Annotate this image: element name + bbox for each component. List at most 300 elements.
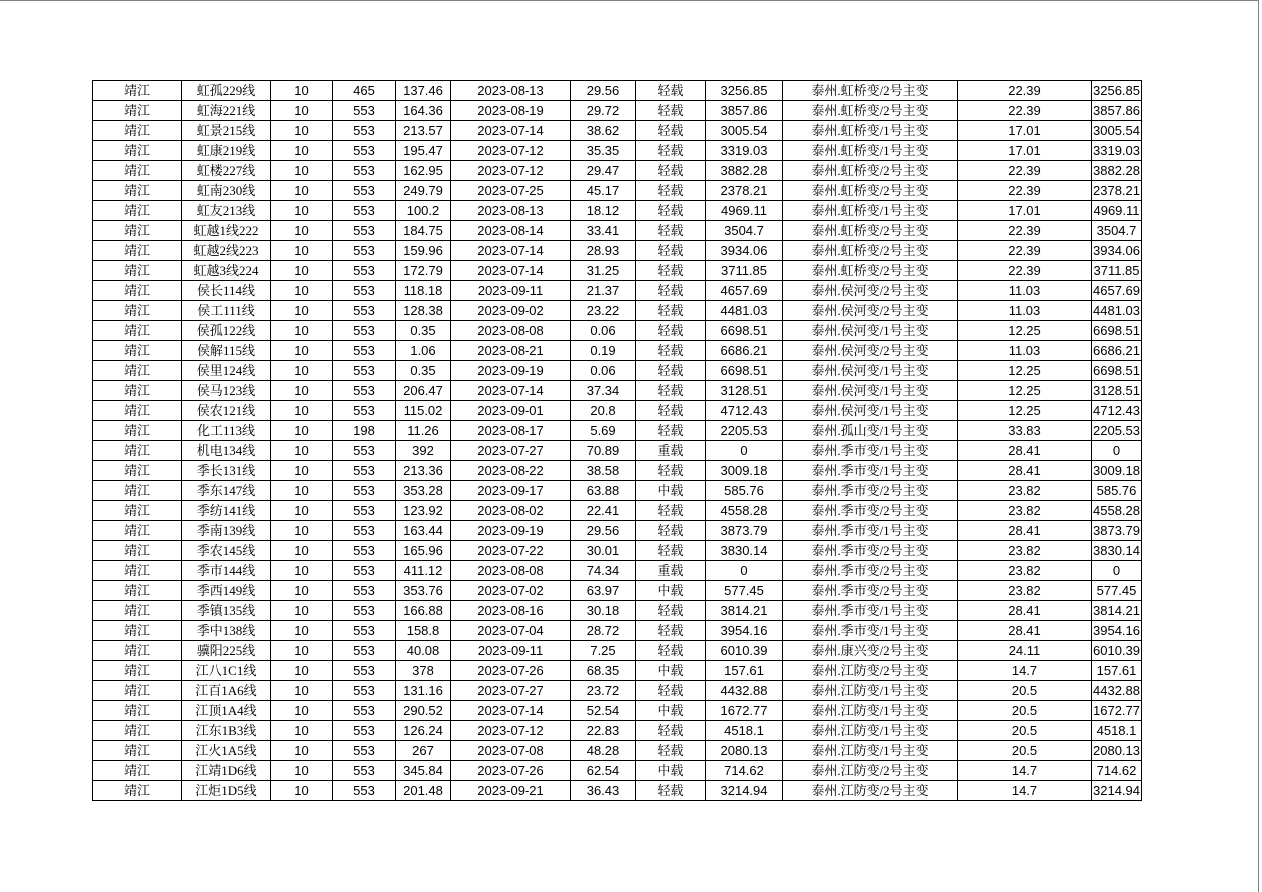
cell-voltage: 10	[271, 681, 333, 701]
cell-max-current: 353.28	[396, 481, 451, 501]
cell-rated-current: 553	[333, 621, 396, 641]
cell-transformer: 泰州.虹桥变/1号主变	[783, 141, 958, 161]
cell-date: 2023-08-14	[451, 221, 571, 241]
cell-available-capacity: 0	[706, 561, 783, 581]
cell-voltage: 10	[271, 781, 333, 801]
cell-load-rate: 68.35	[571, 661, 636, 681]
cell-date: 2023-07-14	[451, 261, 571, 281]
cell-transformer-load-rate: 23.82	[958, 481, 1092, 501]
cell-load-rate: 0.19	[571, 341, 636, 361]
cell-rated-current: 553	[333, 381, 396, 401]
cell-max-current: 165.96	[396, 541, 451, 561]
table-row	[93, 361, 1142, 381]
cell-load-rate: 45.17	[571, 181, 636, 201]
cell-load-rate: 22.41	[571, 501, 636, 521]
cell-rated-current: 553	[333, 401, 396, 421]
cell-date: 2023-09-02	[451, 301, 571, 321]
cell-max-current: 131.16	[396, 681, 451, 701]
cell-transformer-load-rate: 12.25	[958, 361, 1092, 381]
cell-load-status: 轻载	[636, 461, 706, 481]
cell-rated-current: 553	[333, 641, 396, 661]
cell-county: 靖江	[93, 261, 182, 281]
cell-transformer-capacity: 714.62	[1092, 761, 1142, 781]
cell-line-name: 季长131线	[182, 461, 271, 481]
cell-transformer: 泰州.江防变/1号主变	[783, 741, 958, 761]
cell-available-capacity: 4712.43	[706, 401, 783, 421]
cell-rated-current: 553	[333, 741, 396, 761]
cell-load-status: 轻载	[636, 141, 706, 161]
cell-max-current: 290.52	[396, 701, 451, 721]
cell-max-current: 0.35	[396, 321, 451, 341]
cell-transformer-capacity: 2205.53	[1092, 421, 1142, 441]
cell-load-status: 轻载	[636, 101, 706, 121]
cell-voltage: 10	[271, 301, 333, 321]
cell-max-current: 166.88	[396, 601, 451, 621]
cell-line-name: 江百1A6线	[182, 681, 271, 701]
cell-transformer-load-rate: 17.01	[958, 201, 1092, 221]
cell-max-current: 172.79	[396, 261, 451, 281]
table-row	[93, 761, 1142, 781]
cell-transformer-load-rate: 20.5	[958, 701, 1092, 721]
cell-transformer-capacity: 3319.03	[1092, 141, 1142, 161]
cell-transformer: 泰州.季市变/2号主变	[783, 501, 958, 521]
data-table	[92, 80, 1142, 801]
cell-rated-current: 553	[333, 701, 396, 721]
table-row	[93, 321, 1142, 341]
cell-transformer-capacity: 3934.06	[1092, 241, 1142, 261]
cell-transformer: 泰州.侯河变/1号主变	[783, 381, 958, 401]
table-row	[93, 401, 1142, 421]
cell-max-current: 128.38	[396, 301, 451, 321]
cell-voltage: 10	[271, 761, 333, 781]
cell-line-name: 江顶1A4线	[182, 701, 271, 721]
cell-transformer-capacity: 6686.21	[1092, 341, 1142, 361]
cell-load-status: 轻载	[636, 401, 706, 421]
cell-rated-current: 198	[333, 421, 396, 441]
cell-load-rate: 29.56	[571, 81, 636, 101]
cell-county: 靖江	[93, 161, 182, 181]
cell-voltage: 10	[271, 481, 333, 501]
cell-voltage: 10	[271, 521, 333, 541]
cell-transformer-load-rate: 11.03	[958, 341, 1092, 361]
cell-rated-current: 553	[333, 141, 396, 161]
cell-available-capacity: 3873.79	[706, 521, 783, 541]
cell-available-capacity: 1672.77	[706, 701, 783, 721]
cell-rated-current: 553	[333, 261, 396, 281]
cell-load-rate: 30.01	[571, 541, 636, 561]
cell-load-status: 轻载	[636, 161, 706, 181]
cell-load-status: 轻载	[636, 121, 706, 141]
cell-voltage: 10	[271, 181, 333, 201]
cell-max-current: 164.36	[396, 101, 451, 121]
cell-county: 靖江	[93, 661, 182, 681]
table-row	[93, 721, 1142, 741]
cell-load-rate: 28.72	[571, 621, 636, 641]
cell-load-status: 轻载	[636, 781, 706, 801]
cell-line-name: 侯长114线	[182, 281, 271, 301]
cell-date: 2023-09-21	[451, 781, 571, 801]
table-row	[93, 121, 1142, 141]
cell-transformer-load-rate: 22.39	[958, 221, 1092, 241]
cell-voltage: 10	[271, 81, 333, 101]
cell-transformer-load-rate: 22.39	[958, 261, 1092, 281]
cell-max-current: 213.57	[396, 121, 451, 141]
cell-transformer-capacity: 3128.51	[1092, 381, 1142, 401]
cell-load-rate: 23.22	[571, 301, 636, 321]
cell-date: 2023-07-14	[451, 701, 571, 721]
cell-county: 靖江	[93, 501, 182, 521]
cell-voltage: 10	[271, 441, 333, 461]
cell-available-capacity: 3814.21	[706, 601, 783, 621]
cell-available-capacity: 2378.21	[706, 181, 783, 201]
cell-county: 靖江	[93, 481, 182, 501]
cell-transformer-capacity: 4432.88	[1092, 681, 1142, 701]
table-row	[93, 101, 1142, 121]
cell-max-current: 162.95	[396, 161, 451, 181]
cell-transformer: 泰州.江防变/2号主变	[783, 761, 958, 781]
table-row	[93, 161, 1142, 181]
table-row	[93, 661, 1142, 681]
cell-county: 靖江	[93, 641, 182, 661]
cell-available-capacity: 6686.21	[706, 341, 783, 361]
cell-date: 2023-08-16	[451, 601, 571, 621]
cell-load-status: 轻载	[636, 621, 706, 641]
cell-transformer: 泰州.江防变/1号主变	[783, 721, 958, 741]
cell-available-capacity: 3504.7	[706, 221, 783, 241]
cell-county: 靖江	[93, 521, 182, 541]
cell-voltage: 10	[271, 341, 333, 361]
cell-transformer: 泰州.孤山变/1号主变	[783, 421, 958, 441]
cell-line-name: 江八1C1线	[182, 661, 271, 681]
cell-county: 靖江	[93, 141, 182, 161]
cell-line-name: 虹楼227线	[182, 161, 271, 181]
cell-rated-current: 553	[333, 681, 396, 701]
cell-max-current: 118.18	[396, 281, 451, 301]
cell-transformer-capacity: 4558.28	[1092, 501, 1142, 521]
cell-load-rate: 29.72	[571, 101, 636, 121]
cell-transformer: 泰州.江防变/2号主变	[783, 781, 958, 801]
cell-date: 2023-09-11	[451, 281, 571, 301]
cell-available-capacity: 2080.13	[706, 741, 783, 761]
cell-county: 靖江	[93, 121, 182, 141]
table-row	[93, 281, 1142, 301]
cell-transformer-capacity: 4481.03	[1092, 301, 1142, 321]
cell-available-capacity: 3005.54	[706, 121, 783, 141]
cell-voltage: 10	[271, 381, 333, 401]
table-row	[93, 601, 1142, 621]
cell-max-current: 158.8	[396, 621, 451, 641]
cell-load-rate: 7.25	[571, 641, 636, 661]
cell-load-rate: 37.34	[571, 381, 636, 401]
cell-rated-current: 553	[333, 661, 396, 681]
cell-transformer: 泰州.虹桥变/1号主变	[783, 121, 958, 141]
cell-transformer-capacity: 2080.13	[1092, 741, 1142, 761]
cell-line-name: 虹景215线	[182, 121, 271, 141]
cell-date: 2023-08-19	[451, 101, 571, 121]
cell-max-current: 1.06	[396, 341, 451, 361]
cell-voltage: 10	[271, 281, 333, 301]
cell-county: 靖江	[93, 781, 182, 801]
cell-load-rate: 48.28	[571, 741, 636, 761]
cell-line-name: 季农145线	[182, 541, 271, 561]
cell-line-name: 虹孤229线	[182, 81, 271, 101]
cell-line-name: 江东1B3线	[182, 721, 271, 741]
cell-transformer-capacity: 3214.94	[1092, 781, 1142, 801]
cell-transformer-load-rate: 12.25	[958, 321, 1092, 341]
cell-date: 2023-07-22	[451, 541, 571, 561]
cell-max-current: 11.26	[396, 421, 451, 441]
table-row	[93, 781, 1142, 801]
cell-transformer-capacity: 3882.28	[1092, 161, 1142, 181]
cell-date: 2023-09-19	[451, 361, 571, 381]
cell-date: 2023-08-17	[451, 421, 571, 441]
cell-transformer-capacity: 4657.69	[1092, 281, 1142, 301]
cell-available-capacity: 4969.11	[706, 201, 783, 221]
cell-transformer-load-rate: 11.03	[958, 281, 1092, 301]
cell-rated-current: 553	[333, 581, 396, 601]
cell-transformer: 泰州.虹桥变/2号主变	[783, 101, 958, 121]
cell-voltage: 10	[271, 321, 333, 341]
cell-load-rate: 5.69	[571, 421, 636, 441]
table-row	[93, 581, 1142, 601]
cell-transformer-capacity: 3711.85	[1092, 261, 1142, 281]
cell-transformer: 泰州.虹桥变/2号主变	[783, 181, 958, 201]
cell-county: 靖江	[93, 461, 182, 481]
table-row	[93, 681, 1142, 701]
cell-load-rate: 36.43	[571, 781, 636, 801]
cell-rated-current: 553	[333, 541, 396, 561]
cell-line-name: 江火1A5线	[182, 741, 271, 761]
cell-transformer: 泰州.虹桥变/2号主变	[783, 261, 958, 281]
table-row	[93, 461, 1142, 481]
cell-county: 靖江	[93, 741, 182, 761]
cell-available-capacity: 3256.85	[706, 81, 783, 101]
cell-county: 靖江	[93, 241, 182, 261]
cell-line-name: 机电134线	[182, 441, 271, 461]
cell-date: 2023-09-01	[451, 401, 571, 421]
cell-load-status: 轻载	[636, 81, 706, 101]
cell-county: 靖江	[93, 601, 182, 621]
cell-county: 靖江	[93, 581, 182, 601]
cell-county: 靖江	[93, 101, 182, 121]
cell-transformer-load-rate: 28.41	[958, 441, 1092, 461]
cell-county: 靖江	[93, 221, 182, 241]
cell-load-rate: 38.58	[571, 461, 636, 481]
cell-max-current: 137.46	[396, 81, 451, 101]
cell-transformer: 泰州.侯河变/2号主变	[783, 281, 958, 301]
cell-max-current: 0.35	[396, 361, 451, 381]
cell-transformer-capacity: 2378.21	[1092, 181, 1142, 201]
cell-transformer: 泰州.季市变/1号主变	[783, 601, 958, 621]
cell-load-status: 轻载	[636, 381, 706, 401]
cell-transformer: 泰州.侯河变/1号主变	[783, 321, 958, 341]
cell-load-rate: 33.41	[571, 221, 636, 241]
cell-line-name: 江靖1D6线	[182, 761, 271, 781]
cell-load-rate: 23.72	[571, 681, 636, 701]
cell-date: 2023-07-08	[451, 741, 571, 761]
cell-transformer-load-rate: 23.82	[958, 501, 1092, 521]
cell-line-name: 虹康219线	[182, 141, 271, 161]
cell-county: 靖江	[93, 361, 182, 381]
cell-available-capacity: 4481.03	[706, 301, 783, 321]
cell-rated-current: 553	[333, 461, 396, 481]
table-row	[93, 141, 1142, 161]
cell-load-status: 轻载	[636, 301, 706, 321]
table-row	[93, 481, 1142, 501]
cell-max-current: 123.92	[396, 501, 451, 521]
cell-date: 2023-08-08	[451, 561, 571, 581]
cell-line-name: 侯里124线	[182, 361, 271, 381]
cell-available-capacity: 4432.88	[706, 681, 783, 701]
cell-transformer-load-rate: 22.39	[958, 181, 1092, 201]
cell-date: 2023-07-02	[451, 581, 571, 601]
cell-date: 2023-07-04	[451, 621, 571, 641]
cell-rated-current: 553	[333, 601, 396, 621]
cell-rated-current: 553	[333, 781, 396, 801]
cell-rated-current: 553	[333, 721, 396, 741]
cell-voltage: 10	[271, 361, 333, 381]
cell-load-status: 轻载	[636, 321, 706, 341]
cell-transformer: 泰州.季市变/2号主变	[783, 541, 958, 561]
cell-transformer-capacity: 3873.79	[1092, 521, 1142, 541]
cell-rated-current: 553	[333, 761, 396, 781]
cell-county: 靖江	[93, 681, 182, 701]
cell-available-capacity: 3214.94	[706, 781, 783, 801]
cell-county: 靖江	[93, 301, 182, 321]
cell-max-current: 345.84	[396, 761, 451, 781]
cell-max-current: 411.12	[396, 561, 451, 581]
cell-transformer-load-rate: 20.5	[958, 681, 1092, 701]
cell-max-current: 213.36	[396, 461, 451, 481]
cell-load-status: 中载	[636, 661, 706, 681]
cell-load-status: 轻载	[636, 521, 706, 541]
cell-load-status: 轻载	[636, 721, 706, 741]
cell-load-rate: 28.93	[571, 241, 636, 261]
cell-date: 2023-07-27	[451, 681, 571, 701]
cell-max-current: 115.02	[396, 401, 451, 421]
cell-rated-current: 553	[333, 161, 396, 181]
table-row	[93, 421, 1142, 441]
cell-rated-current: 553	[333, 221, 396, 241]
cell-available-capacity: 6698.51	[706, 321, 783, 341]
cell-county: 靖江	[93, 561, 182, 581]
cell-line-name: 季西149线	[182, 581, 271, 601]
cell-county: 靖江	[93, 541, 182, 561]
cell-load-rate: 63.97	[571, 581, 636, 601]
cell-transformer-capacity: 157.61	[1092, 661, 1142, 681]
cell-max-current: 267	[396, 741, 451, 761]
cell-rated-current: 553	[333, 301, 396, 321]
table-row	[93, 521, 1142, 541]
cell-transformer: 泰州.虹桥变/2号主变	[783, 161, 958, 181]
cell-load-rate: 29.56	[571, 521, 636, 541]
cell-transformer-capacity: 6010.39	[1092, 641, 1142, 661]
cell-available-capacity: 3857.86	[706, 101, 783, 121]
cell-load-status: 轻载	[636, 501, 706, 521]
cell-max-current: 353.76	[396, 581, 451, 601]
cell-rated-current: 553	[333, 241, 396, 261]
cell-max-current: 100.2	[396, 201, 451, 221]
cell-rated-current: 553	[333, 281, 396, 301]
cell-transformer-capacity: 3954.16	[1092, 621, 1142, 641]
cell-line-name: 侯农121线	[182, 401, 271, 421]
table-row	[93, 501, 1142, 521]
cell-transformer-load-rate: 24.11	[958, 641, 1092, 661]
cell-transformer-load-rate: 12.25	[958, 401, 1092, 421]
cell-rated-current: 553	[333, 501, 396, 521]
cell-transformer-load-rate: 33.83	[958, 421, 1092, 441]
cell-available-capacity: 3319.03	[706, 141, 783, 161]
cell-county: 靖江	[93, 281, 182, 301]
cell-load-status: 轻载	[636, 421, 706, 441]
cell-load-status: 轻载	[636, 681, 706, 701]
cell-transformer-load-rate: 17.01	[958, 141, 1092, 161]
cell-voltage: 10	[271, 121, 333, 141]
cell-date: 2023-07-12	[451, 721, 571, 741]
cell-voltage: 10	[271, 721, 333, 741]
cell-rated-current: 553	[333, 481, 396, 501]
cell-transformer-load-rate: 28.41	[958, 601, 1092, 621]
cell-available-capacity: 2205.53	[706, 421, 783, 441]
cell-rated-current: 553	[333, 561, 396, 581]
cell-date: 2023-07-14	[451, 381, 571, 401]
cell-max-current: 195.47	[396, 141, 451, 161]
cell-date: 2023-09-19	[451, 521, 571, 541]
cell-county: 靖江	[93, 761, 182, 781]
cell-transformer: 泰州.虹桥变/2号主变	[783, 81, 958, 101]
cell-transformer-load-rate: 23.82	[958, 581, 1092, 601]
cell-available-capacity: 4657.69	[706, 281, 783, 301]
table-row	[93, 441, 1142, 461]
cell-transformer: 泰州.季市变/1号主变	[783, 441, 958, 461]
cell-load-status: 重载	[636, 441, 706, 461]
cell-transformer: 泰州.康兴变/2号主变	[783, 641, 958, 661]
cell-voltage: 10	[271, 241, 333, 261]
table-row	[93, 301, 1142, 321]
cell-date: 2023-07-14	[451, 241, 571, 261]
cell-voltage: 10	[271, 501, 333, 521]
cell-load-status: 轻载	[636, 601, 706, 621]
cell-rated-current: 553	[333, 201, 396, 221]
cell-date: 2023-09-11	[451, 641, 571, 661]
cell-rated-current: 465	[333, 81, 396, 101]
cell-voltage: 10	[271, 421, 333, 441]
cell-max-current: 392	[396, 441, 451, 461]
cell-date: 2023-07-14	[451, 121, 571, 141]
table-row	[93, 541, 1142, 561]
table-row	[93, 181, 1142, 201]
cell-rated-current: 553	[333, 341, 396, 361]
cell-load-status: 中载	[636, 761, 706, 781]
cell-max-current: 159.96	[396, 241, 451, 261]
cell-load-rate: 62.54	[571, 761, 636, 781]
cell-voltage: 10	[271, 661, 333, 681]
cell-load-status: 轻载	[636, 361, 706, 381]
cell-load-rate: 29.47	[571, 161, 636, 181]
cell-load-status: 中载	[636, 701, 706, 721]
cell-load-rate: 31.25	[571, 261, 636, 281]
cell-transformer: 泰州.江防变/1号主变	[783, 701, 958, 721]
cell-transformer-load-rate: 17.01	[958, 121, 1092, 141]
cell-max-current: 163.44	[396, 521, 451, 541]
cell-transformer-capacity: 3814.21	[1092, 601, 1142, 621]
cell-transformer-load-rate: 14.7	[958, 761, 1092, 781]
cell-rated-current: 553	[333, 521, 396, 541]
cell-transformer-capacity: 4712.43	[1092, 401, 1142, 421]
cell-date: 2023-09-17	[451, 481, 571, 501]
cell-line-name: 化工113线	[182, 421, 271, 441]
cell-available-capacity: 3711.85	[706, 261, 783, 281]
